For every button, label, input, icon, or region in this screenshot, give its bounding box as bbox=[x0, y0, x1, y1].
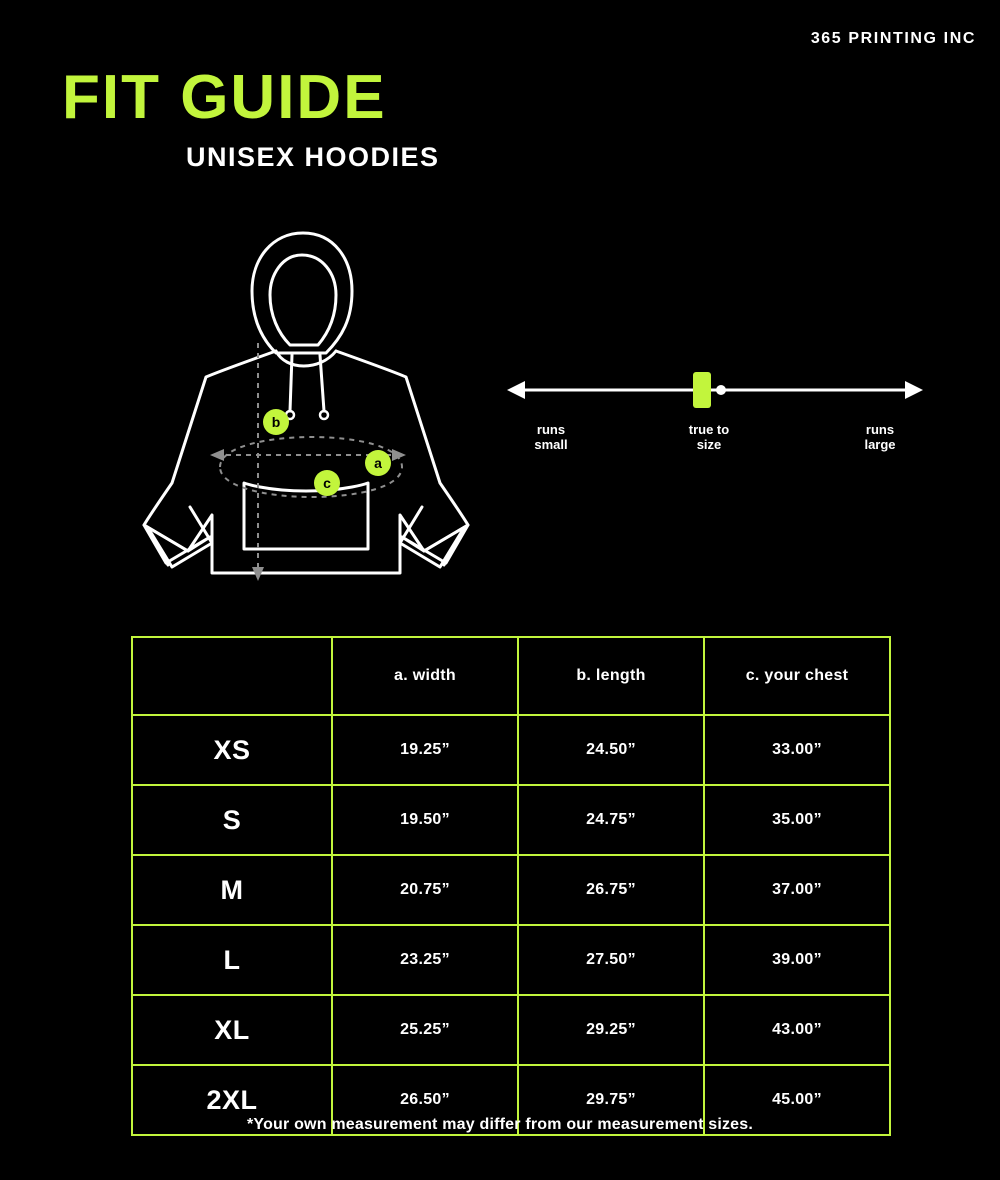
fit-scale-label-true-line1: true to bbox=[688, 422, 730, 437]
table-row bbox=[132, 785, 890, 855]
footnote: *Your own measurement may differ from our measurement sizes. bbox=[246, 1116, 754, 1133]
fit-scale-label-small bbox=[505, 422, 597, 452]
fit-scale-label-large bbox=[835, 422, 925, 452]
table-header-row bbox=[132, 637, 890, 715]
row-width: 20.75” bbox=[332, 855, 518, 925]
brand-name: 365 PRINTING INC bbox=[810, 30, 976, 47]
fit-scale-label-true-line2: size bbox=[696, 437, 722, 452]
hoodie-drawing-icon bbox=[80, 215, 520, 605]
callout-a: a bbox=[365, 450, 391, 476]
fit-scale-label-small-line2: small bbox=[534, 437, 568, 452]
table-header-length: b. length bbox=[518, 637, 704, 715]
fit-scale-label-large-line2: large bbox=[864, 437, 896, 452]
table-header-size bbox=[132, 637, 332, 715]
row-width: 19.25” bbox=[332, 715, 518, 785]
row-width: 19.50” bbox=[332, 785, 518, 855]
callout-c: c bbox=[314, 470, 340, 496]
fit-scale-label-large-line1: runs bbox=[865, 422, 895, 437]
table-row bbox=[132, 925, 890, 995]
row-chest: 39.00” bbox=[704, 925, 890, 995]
row-size: XS bbox=[132, 715, 332, 785]
row-size: M bbox=[132, 855, 332, 925]
row-width: 26.50” bbox=[332, 1065, 518, 1135]
row-length: 27.50” bbox=[518, 925, 704, 995]
row-chest: 33.00” bbox=[704, 715, 890, 785]
row-length: 29.75” bbox=[518, 1065, 704, 1135]
fit-scale-label-true bbox=[661, 422, 757, 452]
fit-scale-marker bbox=[693, 372, 711, 408]
table-header-chest: c. your chest bbox=[704, 637, 890, 715]
table-row bbox=[132, 855, 890, 925]
hoodie-illustration bbox=[80, 215, 520, 605]
fit-scale-labels bbox=[505, 422, 925, 462]
row-size: XL bbox=[132, 995, 332, 1065]
size-table bbox=[131, 636, 891, 1136]
row-chest: 45.00” bbox=[704, 1065, 890, 1135]
fit-scale-axis-icon bbox=[505, 360, 925, 420]
row-length: 29.25” bbox=[518, 995, 704, 1065]
fit-scale-label-small-line1: runs bbox=[536, 422, 566, 437]
table-row bbox=[132, 715, 890, 785]
row-length: 26.75” bbox=[518, 855, 704, 925]
size-table-wrap bbox=[131, 636, 889, 1136]
row-chest: 43.00” bbox=[704, 995, 890, 1065]
page-subtitle: UNISEX HOODIES bbox=[186, 142, 440, 172]
fit-scale bbox=[505, 360, 925, 480]
row-length: 24.75” bbox=[518, 785, 704, 855]
row-width: 23.25” bbox=[332, 925, 518, 995]
row-size: S bbox=[132, 785, 332, 855]
row-length: 24.50” bbox=[518, 715, 704, 785]
table-header-width: a. width bbox=[332, 637, 518, 715]
table-row bbox=[132, 995, 890, 1065]
row-chest: 37.00” bbox=[704, 855, 890, 925]
row-chest: 35.00” bbox=[704, 785, 890, 855]
row-size: L bbox=[132, 925, 332, 995]
row-size: 2XL bbox=[132, 1065, 332, 1135]
row-width: 25.25” bbox=[332, 995, 518, 1065]
callout-b: b bbox=[263, 409, 289, 435]
page-title: FIT GUIDE bbox=[62, 63, 387, 132]
